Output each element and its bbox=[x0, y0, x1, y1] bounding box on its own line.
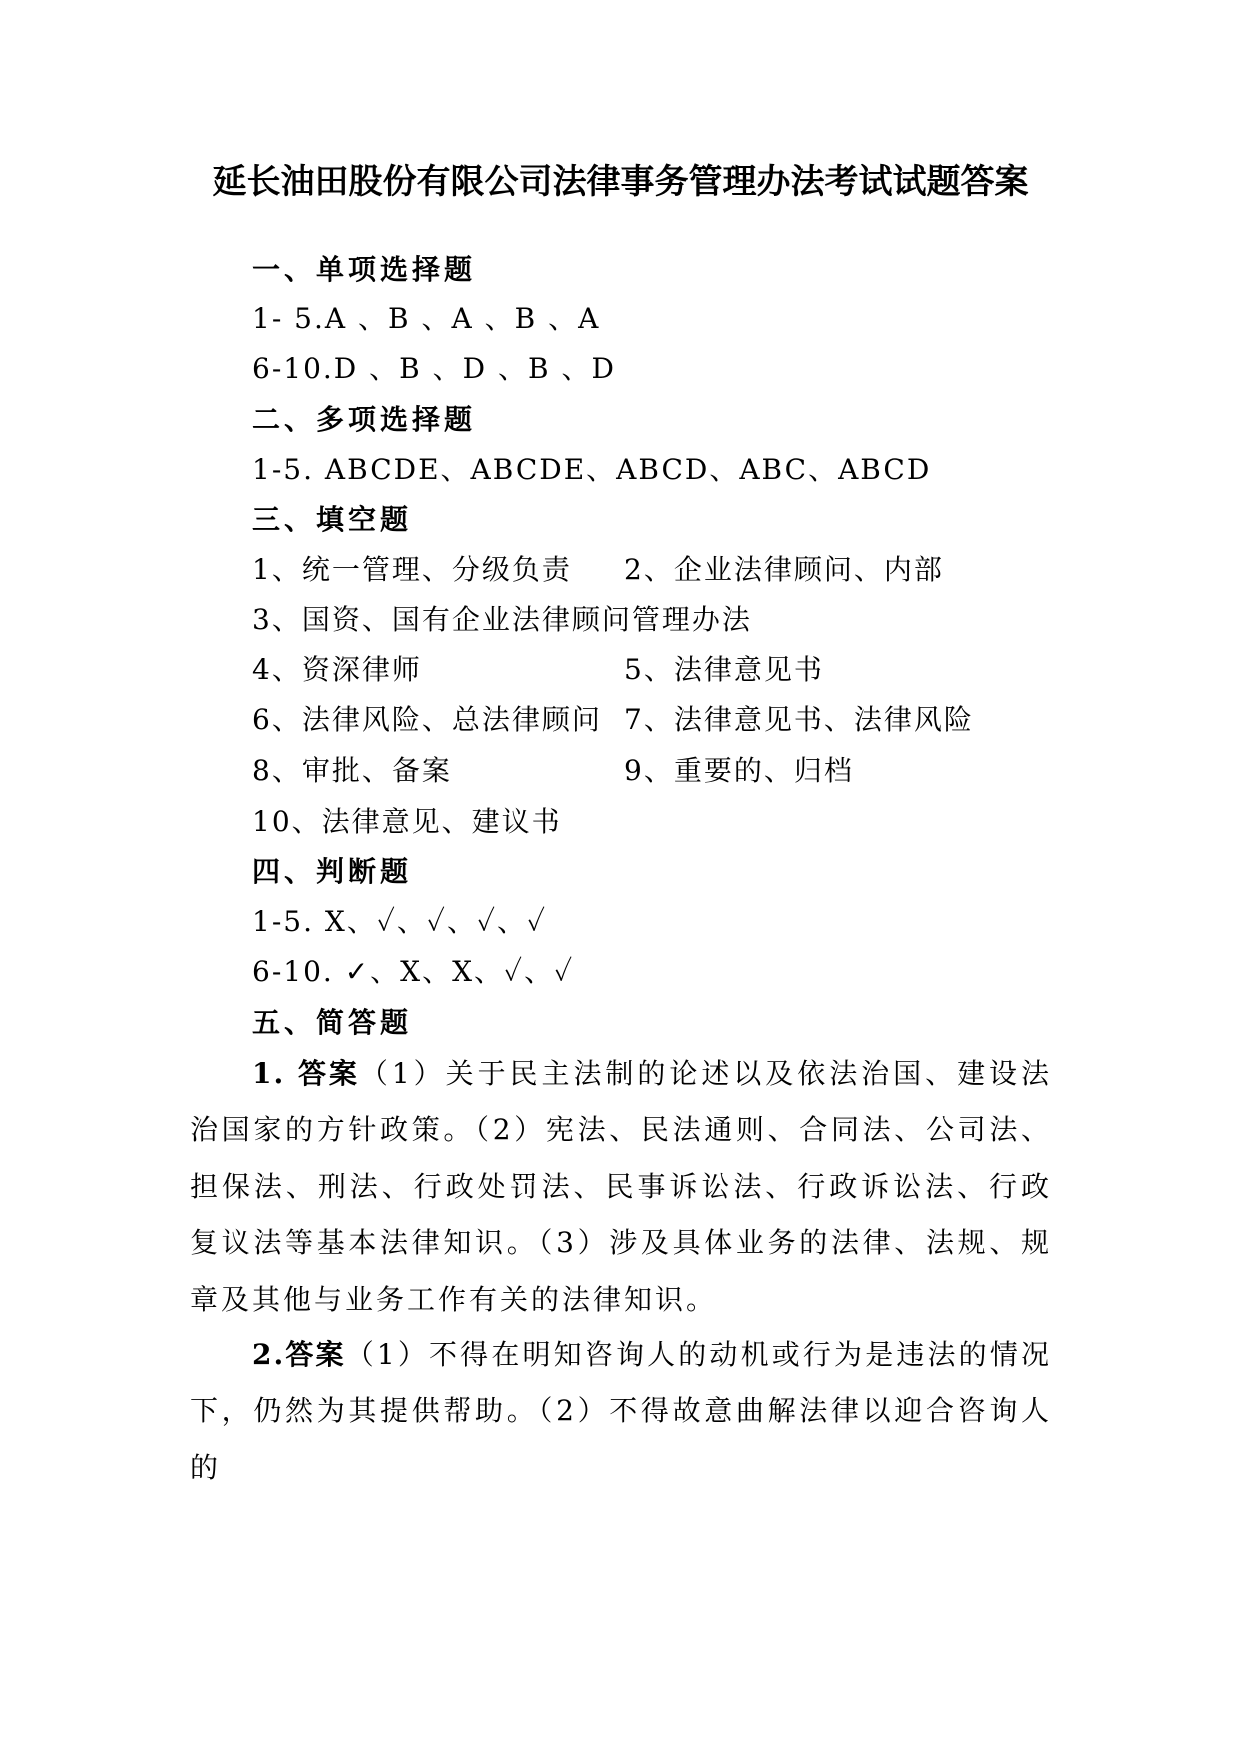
fill-blank-row bbox=[252, 600, 752, 640]
answer-1-label: 1. 答案 bbox=[252, 1057, 360, 1090]
single-choice-answers-2: 6-10.D 、B 、D 、B 、D bbox=[252, 352, 616, 385]
fill-blank-row bbox=[252, 700, 974, 740]
answer-2-text: （1）不得在明知咨询人的动机或行为是违法的情况下，仍然为其提供帮助。（2）不得故意曲解法律以迎合咨询人的 bbox=[190, 1338, 1053, 1484]
fill-blank-item-3: 3、国资、国有企业法律顾问管理办法 bbox=[252, 603, 752, 636]
true-false-answers-1: 1-5. X、✓、✓、✓、✓ bbox=[252, 905, 548, 938]
section-heading-multi-choice: 二、多项选择题 bbox=[252, 403, 477, 436]
short-answer-2 bbox=[190, 1327, 1052, 1496]
fill-blank-item-7: 7、法律意见书、法律风险 bbox=[624, 703, 974, 736]
fill-blank-item-10: 10、法律意见、建议书 bbox=[252, 805, 562, 838]
fill-blank-item-4: 4、资深律师 bbox=[252, 653, 422, 686]
section-heading-fill-blank: 三、填空题 bbox=[252, 503, 413, 536]
section-heading-single-choice: 一、单项选择题 bbox=[252, 253, 477, 286]
fill-blank-item-5: 5、法律意见书 bbox=[624, 653, 824, 686]
document-title: 延长油田股份有限公司法律事务管理办法考试试题答案 bbox=[212, 162, 1029, 202]
fill-blank-item-2: 2、企业法律顾问、内部 bbox=[624, 553, 944, 586]
fill-blank-item-1: 1、统一管理、分级负责 bbox=[252, 553, 572, 586]
fill-blank-row bbox=[252, 751, 854, 791]
answer-2-label: 2.答案 bbox=[252, 1338, 346, 1371]
fill-blank-row bbox=[252, 550, 944, 590]
fill-blank-row bbox=[252, 650, 824, 690]
single-choice-answers-1: 1- 5.A 、B 、A 、B 、A bbox=[252, 302, 601, 335]
true-false-answers-2: 6-10. ✓、X、X、✓、✓ bbox=[252, 955, 575, 988]
fill-blank-item-6: 6、法律风险、总法律顾问 bbox=[252, 703, 602, 736]
fill-blank-item-9: 9、重要的、归档 bbox=[624, 754, 854, 787]
answer-1-text: （1）关于民主法制的论述以及依法治国、建设法治国家的方针政策。（2）宪法、民法通则、合同法、公司法、担保法、刑法、行政处罚法、民事诉讼法、行政诉讼法、行政复议法等基本法律知识。（3）涉及具体业务的法律、法规、规章及其他与业务工作有关的法律知识。 bbox=[190, 1057, 1052, 1316]
short-answer-1 bbox=[190, 1046, 1052, 1328]
multi-choice-answers-1: 1-5. ABCDE、ABCDE、ABCD、ABC、ABCD bbox=[252, 453, 932, 486]
fill-blank-row bbox=[252, 802, 562, 842]
section-heading-short-answer: 五、简答题 bbox=[252, 1006, 413, 1039]
section-heading-true-false: 四、判断题 bbox=[252, 855, 413, 888]
fill-blank-item-8: 8、审批、备案 bbox=[252, 754, 452, 787]
